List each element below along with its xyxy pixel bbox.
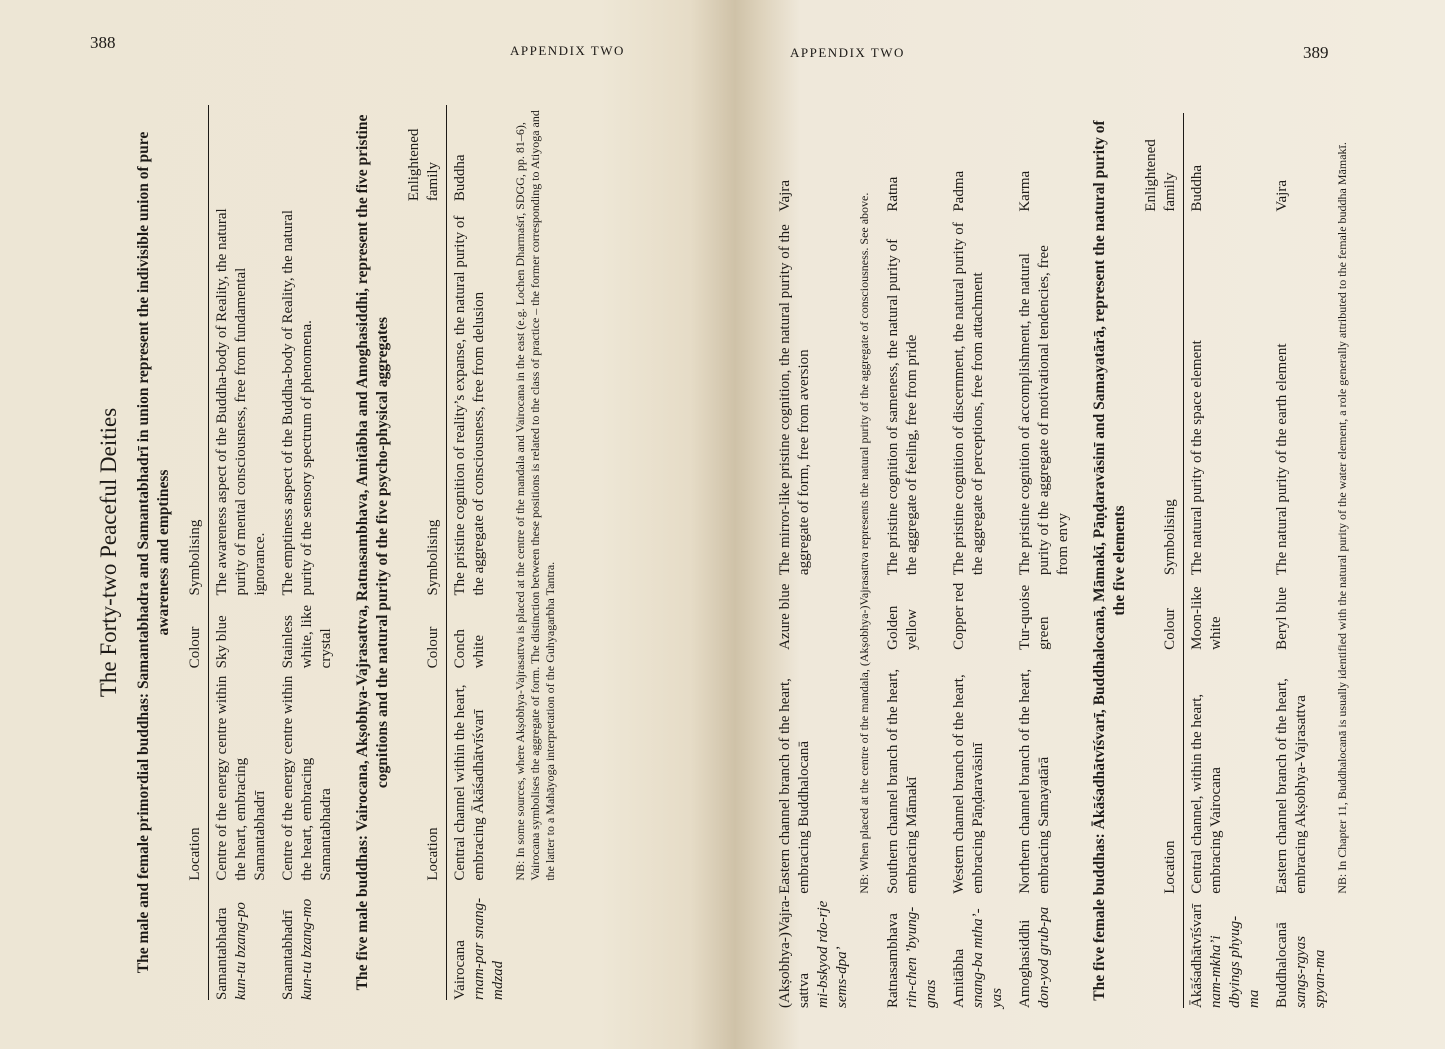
column-header: Colour [186, 596, 209, 669]
deity-name-cell [209, 881, 276, 1000]
spacer-cell [513, 881, 566, 1000]
table-row [1012, 113, 1078, 1008]
column-header: Enlightened family [1142, 113, 1184, 212]
table-header-row [405, 105, 447, 1000]
family-cell: Vajra [777, 180, 793, 212]
section-heading: The five female buddhas: Ākāśadhātvīśvarī, Buddhalocanā, Māmakī, Pāṇḍaravāsinī and Samayatārā, represent the natural purity of the five elements [1091, 120, 1128, 1001]
column-header: Enlightened family [405, 105, 447, 201]
column-header: Symbolising [405, 201, 447, 595]
table-row [447, 105, 514, 1000]
column-header: Location [405, 668, 447, 880]
tibetan-name: kun-tu bzang-po [233, 902, 249, 1000]
spacer-cell [1335, 894, 1358, 1008]
table-note: NB: In some sources, where Akṣobhya-Vajrasattva is placed at the centre of the mandala and Vairocana in the east (e.g. Lochen Dharmaśrī, SDGG, pp. 81–6), Vairocana symbolises the aggregate of form. The distinction between these positions is related to the class of practice – the former corresponding to Atiyoga and the latter to a Mahāyoga interpretation of the Guhyagarbha Tantra. [513, 110, 557, 881]
deity-name: Samantabhadra [214, 907, 230, 1000]
column-header [1142, 894, 1184, 1008]
tibetan-name: mi-bskyod rdo-rje sems-dpa’ [815, 900, 850, 1008]
deity-name: Vairocana [452, 940, 468, 1000]
deity-name-cell [772, 894, 857, 1008]
location-cell: Centre of the energy centre within the heart, embracing Samantabhadra [280, 675, 334, 881]
location-cell: Northern channel branch of the heart, embracing Samayatārā [1017, 668, 1052, 894]
symbolising-cell: The pristine cognition of accomplishment, the natural purity of the aggregate of motivational tendencies, free from envy [1017, 245, 1071, 576]
running-head: APPENDIX TWO [790, 45, 905, 60]
symbolising-cell: The awareness aspect of the Buddha-body of Reality, the natural purity of mental consciousness, free from fundamental ignorance. [214, 208, 268, 596]
page-title: The Forty-two Peaceful Deities [96, 407, 121, 698]
table-row [209, 105, 276, 1000]
running-head: APPENDIX TWO [510, 43, 625, 58]
column-header [186, 881, 209, 1000]
location-cell: Centre of the energy centre within the heart, embracing Samantabhadrī [214, 675, 268, 881]
note-row [513, 105, 566, 1000]
family-cell: Karma [1017, 170, 1033, 212]
tibetan-name: rnam-par snang-mdzad [471, 897, 506, 1000]
symbolising-cell: The mirror-like pristine cognition, the natural purity of the aggregate of form, free from aversion [777, 224, 812, 576]
colour-cell: Moon-like white [1189, 586, 1224, 650]
deity-name-cell [447, 881, 514, 1000]
family-cell: Buddha [452, 154, 468, 202]
table-row [1184, 113, 1270, 1008]
column-header: Symbolising [186, 201, 209, 595]
tibetan-name: snang-ba mtha’-yas [970, 908, 1005, 1008]
column-header: Symbolising [1142, 212, 1184, 575]
table-row [1269, 113, 1335, 1008]
deity-name-cell [1184, 894, 1270, 1008]
deity-name-cell [275, 881, 341, 1000]
deity-name: Ākāśadhātvīśvarī [1189, 903, 1205, 1008]
deity-name: Amitābha [951, 948, 967, 1008]
location-cell: Eastern channel branch of the heart, embracing Akṣobhya-Vajrasattva [1274, 678, 1309, 894]
deity-name: (Akṣobhya-)Vajra-sattva [777, 895, 812, 1008]
family-cell: Vajra [1274, 180, 1290, 212]
rotated-content [772, 113, 1349, 1008]
table-row [880, 113, 946, 1008]
deity-name: Samantabhadrī [280, 910, 296, 1000]
family-cell [209, 105, 276, 201]
table-header-row [1142, 113, 1184, 1008]
family-cell: Buddha [1189, 165, 1205, 212]
symbolising-cell: The pristine cognition of sameness, the natural purity of the aggregate of feeling, free from pride [885, 238, 920, 576]
deity-table [772, 113, 1078, 1008]
colour-cell: Tur-quoise green [1017, 584, 1052, 650]
table-header-row [186, 105, 209, 1000]
colour-cell: Sky blue [214, 615, 230, 669]
deity-name: Ratnasambhava [885, 913, 901, 1008]
table-note: NB: In Chapter 11, Buddhalocanā is usually identified with the natural purity of the water element, a role generally attributed to the female buddha Māmakī. [1335, 142, 1349, 894]
location-cell: Central channel within the heart, embracing Ākāśadhātvīśvarī [452, 684, 487, 881]
tibetan-name: kun-tu bzang-mo [299, 898, 315, 1000]
colour-cell: Golden yellow [885, 605, 920, 650]
page-number: 388 [90, 33, 116, 52]
rotated-content [92, 105, 632, 1000]
family-cell: Ratna [885, 176, 901, 212]
column-header: Colour [405, 596, 447, 669]
location-cell: Eastern channel branch of the heart, embracing Buddhalocanā [777, 678, 812, 894]
column-header: Colour [1142, 575, 1184, 650]
location-cell: Southern channel branch of the heart, embracing Māmakī [885, 668, 920, 894]
location-cell: Western channel branch of the heart, embracing Pāṇḍaravāsinī [951, 674, 986, 894]
tibetan-name: sangs-rgyas spyan-ma [1293, 936, 1328, 1008]
colour-cell: Stainless white, like crystal [280, 604, 334, 669]
column-header: Location [186, 668, 209, 880]
tibetan-name: don-yod grub-pa [1036, 906, 1052, 1008]
tibetan-name: nam-mkha’i dbyings phyug-ma [1208, 915, 1262, 1008]
column-header [186, 105, 209, 201]
symbolising-cell: The pristine cognition of reality’s expanse, the natural purity of the aggregate of consciousness, free from delusion [452, 215, 487, 596]
deity-name-cell [1012, 894, 1078, 1008]
table-row [946, 113, 1012, 1008]
colour-cell: Beryl blue [1274, 586, 1290, 650]
note-row [1335, 113, 1358, 1008]
note-row [857, 113, 880, 1008]
symbolising-cell: The pristine cognition of discernment, the natural purity of the aggregate of perceptions, free from attachment [951, 222, 986, 576]
symbolising-cell: The natural purity of the earth element [1274, 343, 1290, 576]
page-number: 389 [1303, 43, 1329, 62]
table-note: NB: When placed at the centre of the mandala, (Akṣobhya-)Vajrasattva represents the natural purity of the aggregate of consciousness. See above. [857, 192, 871, 894]
table-row [772, 113, 857, 1008]
family-cell [275, 105, 341, 201]
section-heading: The male and female primordial buddhas: Samantabhadra and Samantabhadrī in union represent the indivisible union of pure awareness and emptiness [135, 131, 172, 974]
deity-table [1142, 113, 1358, 1008]
deity-table [405, 105, 566, 1000]
symbolising-cell: The natural purity of the space element [1189, 340, 1205, 576]
deity-name-cell [880, 894, 946, 1008]
symbolising-cell: The emptiness aspect of the Buddha-body of Reality, the natural purity of the sensory spectrum of phenomena. [280, 209, 315, 596]
deity-table [186, 105, 341, 1000]
deity-name-cell [1269, 894, 1335, 1008]
tibetan-name: rin-chen ’byung-gnas [904, 906, 939, 1008]
deity-name: Buddhalocanā [1274, 922, 1290, 1008]
column-header: Location [1142, 650, 1184, 894]
colour-cell: Conch white [452, 629, 487, 669]
column-header [405, 881, 447, 1000]
deity-name: Amoghasiddhi [1017, 919, 1033, 1008]
location-cell: Central channel, within the heart, embracing Vairocana [1189, 693, 1224, 894]
colour-cell: Azure blue [777, 583, 793, 650]
section-heading: The five male buddhas: Vairocana, Akṣobhya-Vajrasattva, Ratnasambhava, Amitābha and Amoghasiddhi, represent the five pristine cognitions and the natural purity of the five psycho-physical aggregates [354, 114, 391, 991]
colour-cell: Copper red [951, 582, 967, 650]
table-row [275, 105, 341, 1000]
family-cell: Padma [951, 170, 967, 212]
deity-name-cell [946, 894, 1012, 1008]
spacer-cell [857, 894, 880, 1008]
